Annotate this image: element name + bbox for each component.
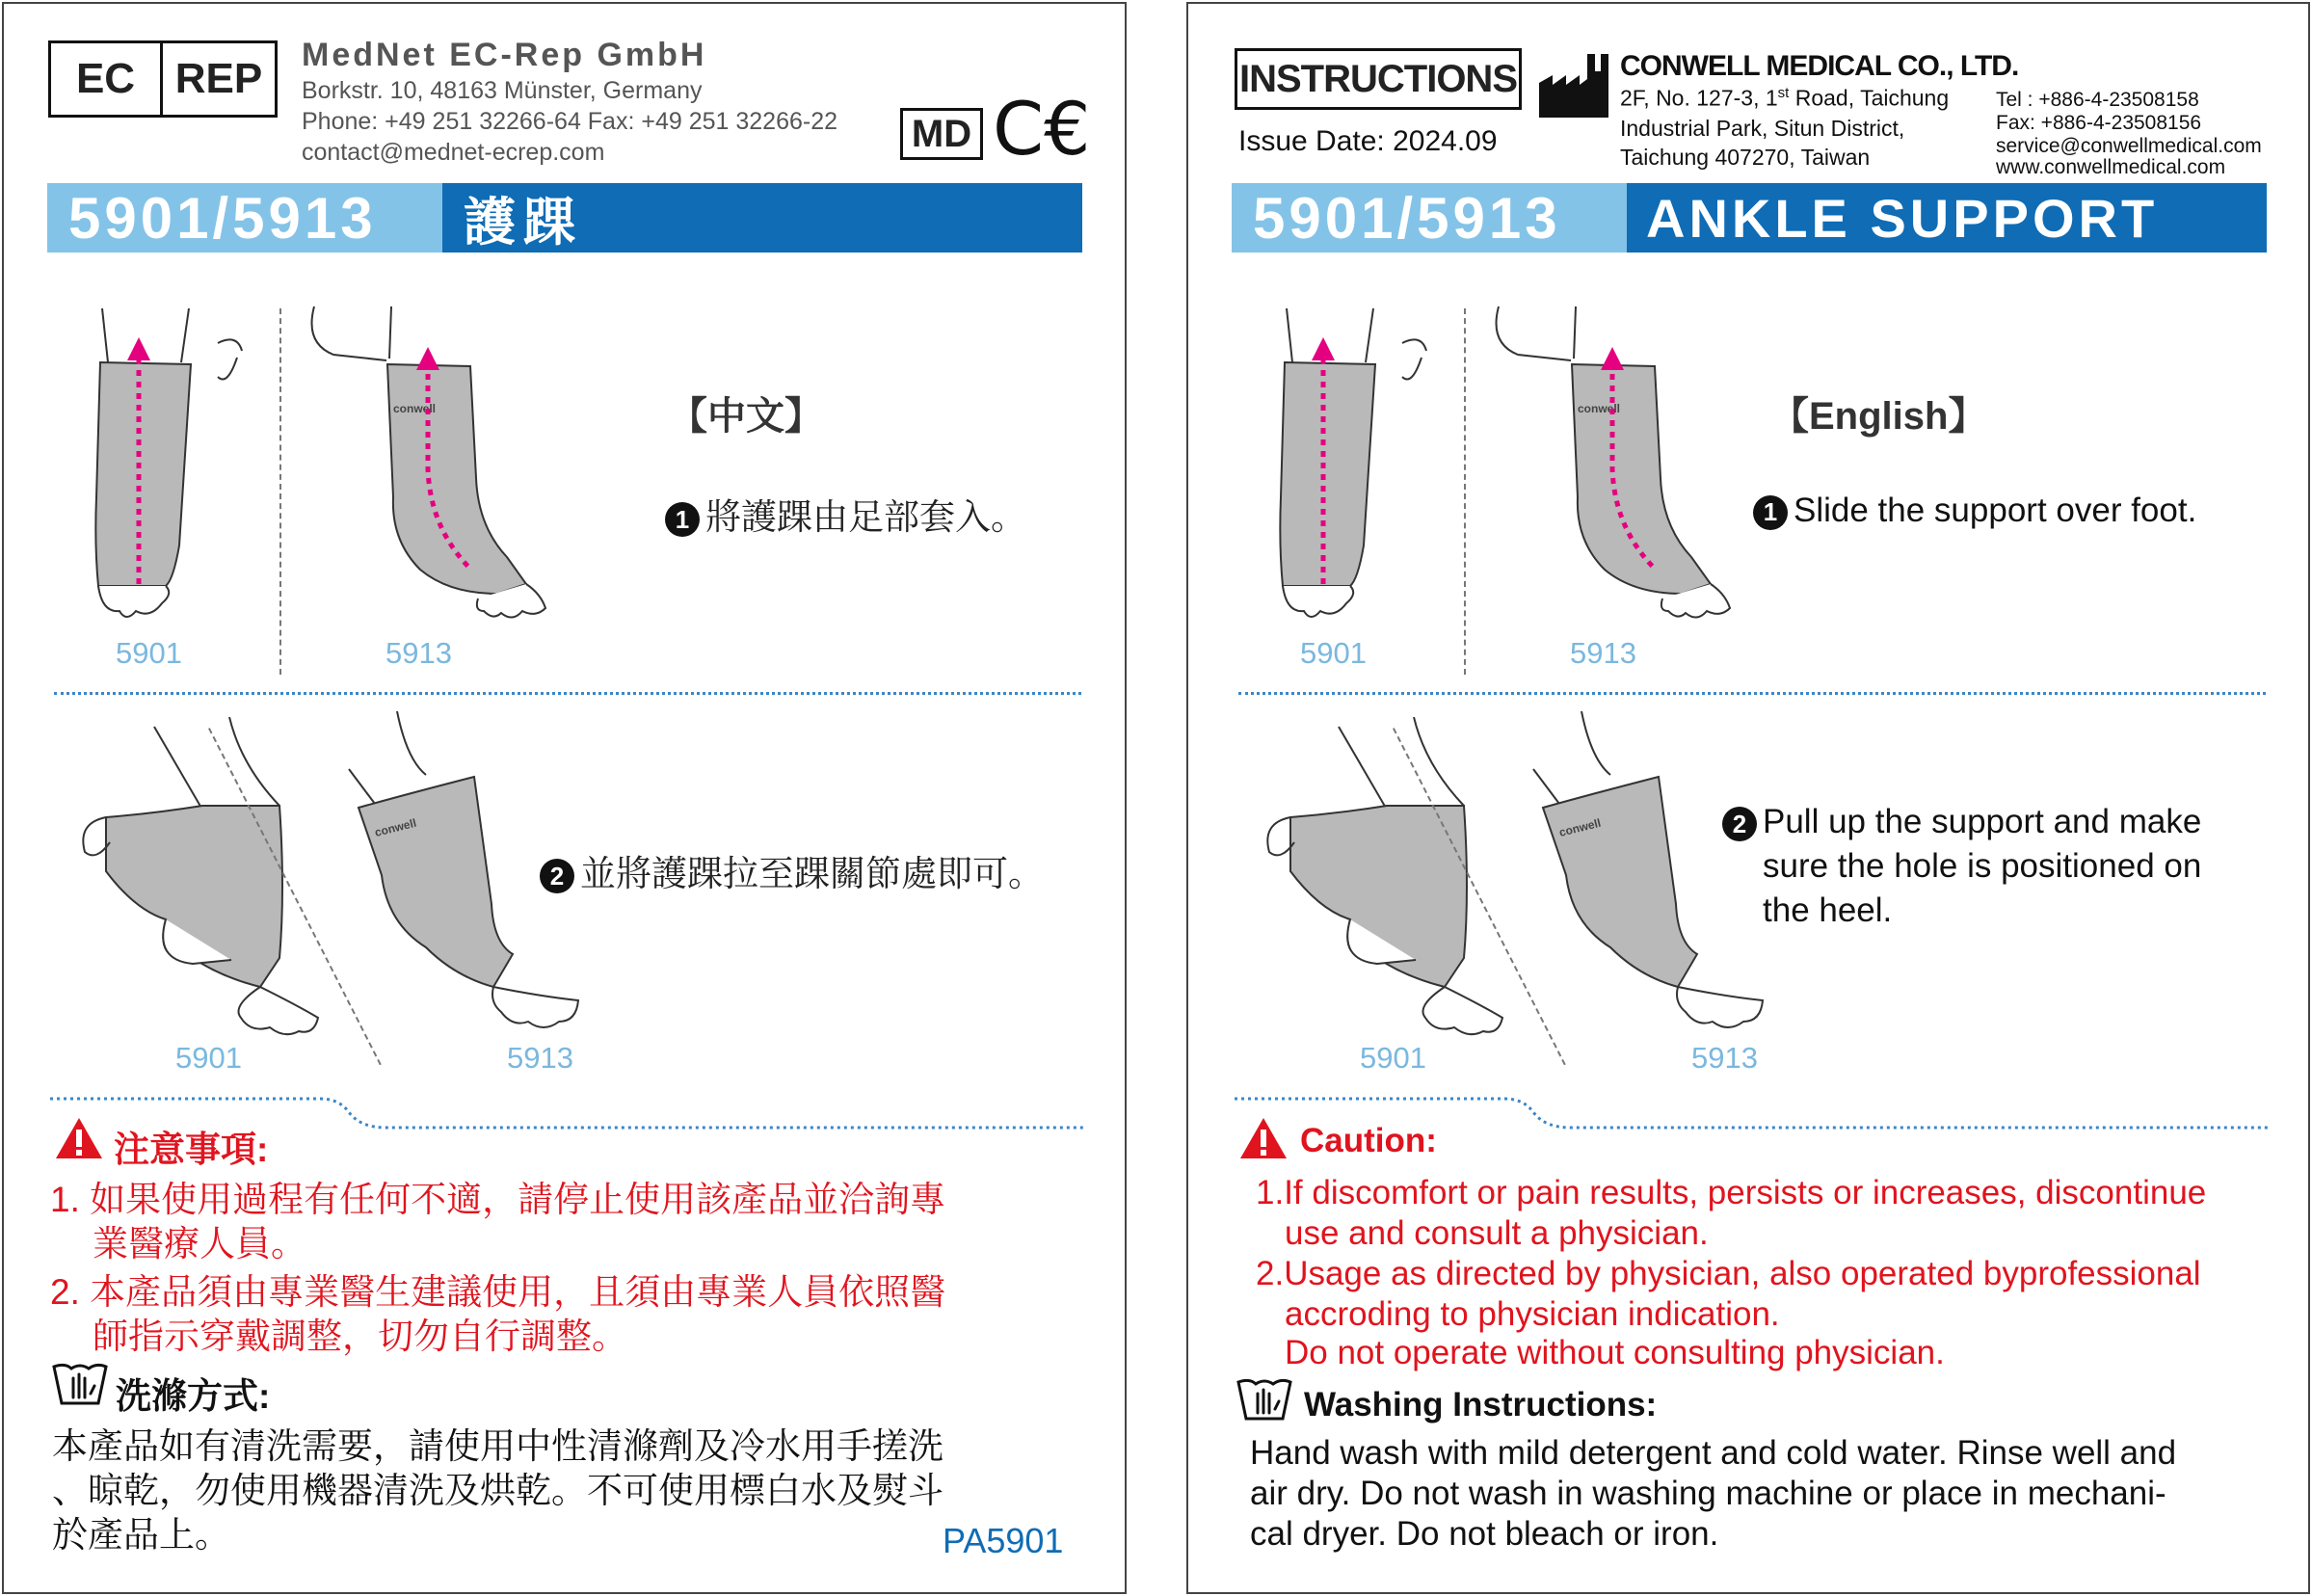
caution-item-2-line-3: Do not operate without consulting physician. bbox=[1285, 1334, 1945, 1371]
product-code: PA5901 bbox=[943, 1521, 1064, 1560]
ec-rep-company-name: MedNet EC-Rep GmbH bbox=[302, 37, 707, 73]
ec-rep-box bbox=[48, 40, 278, 118]
pull-arrow-icon bbox=[127, 337, 150, 360]
md-mark: MD bbox=[900, 108, 983, 160]
figure-5901-step2 bbox=[1262, 717, 1531, 1045]
washing-line-2: 、晾乾，勿使用機器清洗及烘乾。不可使用標白水及熨斗 bbox=[52, 1471, 943, 1510]
washing-title: 洗滌方式: bbox=[116, 1376, 271, 1416]
caution-item-1-line-1: 1.If discomfort or pain results, persists or increases, discontinue bbox=[1256, 1174, 2207, 1211]
figure-label-5901-a: 5901 bbox=[116, 636, 182, 670]
caution-item-2-line-1: 2. 本產品須由專業醫生建議使用，且須由專業人員依照醫 bbox=[50, 1272, 946, 1312]
model-number: 5901/5913 bbox=[68, 185, 377, 251]
caution-item-2-line-1: 2.Usage as directed by physician, also operated byprofessional bbox=[1256, 1255, 2201, 1292]
hand-outline bbox=[1497, 306, 1577, 360]
hand-outline bbox=[312, 306, 392, 360]
product-logo: conwell bbox=[393, 402, 437, 415]
vertical-divider bbox=[1464, 308, 1466, 675]
figure-label-5913-a: 5913 bbox=[1570, 636, 1636, 670]
model-number-bar bbox=[1232, 183, 1627, 253]
toes bbox=[239, 987, 319, 1034]
leg-outline bbox=[154, 717, 279, 810]
toes bbox=[98, 586, 169, 617]
pull-arrow-icon bbox=[1312, 337, 1335, 360]
leg-outline bbox=[1339, 717, 1464, 810]
hand-wash-icon bbox=[1236, 1376, 1292, 1423]
figure-label-5913-a: 5913 bbox=[385, 636, 452, 670]
step-1 bbox=[665, 488, 1026, 540]
step-number-2: 2 bbox=[1722, 807, 1757, 841]
toes bbox=[1677, 987, 1763, 1027]
manufacturer-fax: Fax: +886-4-23508156 bbox=[1996, 112, 2202, 134]
ce-mark: C€ bbox=[993, 86, 1091, 172]
warning-triangle-icon bbox=[1238, 1116, 1289, 1160]
step-2-line-2: sure the hole is positioned on bbox=[1763, 847, 2202, 885]
manufacturer-icon bbox=[1539, 52, 1608, 118]
manufacturer-website: www.conwellmedical.com bbox=[1996, 156, 2226, 178]
washing-line-1: Hand wash with mild detergent and cold water. Rinse well and bbox=[1250, 1434, 2177, 1472]
product-title: ANKLE SUPPORT bbox=[1646, 187, 2159, 249]
toes bbox=[1423, 987, 1503, 1034]
washing-line-3: cal dryer. Do not bleach or iron. bbox=[1250, 1515, 1719, 1553]
ankle-support-sleeve bbox=[1543, 777, 1697, 987]
product-logo: conwell bbox=[1557, 815, 1603, 839]
figure-5901-step1 bbox=[1258, 305, 1441, 623]
warning-triangle-icon bbox=[54, 1116, 104, 1160]
manufacturer-address-line-3: Taichung 407270, Taiwan bbox=[1620, 145, 1871, 170]
product-logo: conwell bbox=[373, 815, 418, 839]
washing-line-3: 於產品上。 bbox=[52, 1515, 230, 1555]
address-part-1: 2F, No. 127-3, 1 bbox=[1620, 85, 1778, 111]
language-label: 【中文】 bbox=[669, 395, 823, 438]
manufacturer-address-line-1 bbox=[1620, 85, 1949, 112]
washing-line-1: 本產品如有清洗需要，請使用中性清滌劑及冷水用手搓洗 bbox=[52, 1426, 943, 1466]
step-2 bbox=[1722, 800, 2201, 933]
english-instructions-panel bbox=[1186, 2, 2310, 1594]
step-number-2: 2 bbox=[540, 859, 574, 893]
hand-wash-icon bbox=[52, 1361, 108, 1407]
figure-label-5913-b: 5913 bbox=[1691, 1041, 1758, 1075]
figure-5913-step1 bbox=[1489, 305, 1749, 623]
ankle-support-sleeve bbox=[387, 364, 526, 594]
ec-rep-address: Borkstr. 10, 48163 Münster, Germany bbox=[302, 77, 703, 104]
step-1-text: 將護踝由足部套入。 bbox=[705, 497, 1026, 537]
caution-item-1-line-2: 業醫療人員。 bbox=[93, 1224, 306, 1264]
step-number-1: 1 bbox=[665, 502, 700, 537]
language-label: 【English】 bbox=[1770, 395, 1987, 438]
ec-rep-email: contact@mednet-ecrep.com bbox=[302, 139, 605, 166]
step-2-text: 並將護踝拉至踝關節處即可。 bbox=[580, 854, 1044, 893]
model-number: 5901/5913 bbox=[1253, 185, 1561, 251]
figure-5901-step1 bbox=[73, 305, 256, 623]
issue-date: Issue Date: 2024.09 bbox=[1238, 125, 1498, 157]
caution-item-2-line-2: 師指示穿戴調整，切勿自行調整。 bbox=[93, 1317, 627, 1356]
address-superscript: st bbox=[1777, 85, 1790, 101]
ankle-support-sleeve bbox=[1280, 362, 1375, 586]
ec-label: EC bbox=[51, 43, 163, 115]
section-divider bbox=[1238, 692, 2266, 695]
ankle-support-sleeve bbox=[359, 777, 513, 987]
step-1-text: Slide the support over foot. bbox=[1794, 492, 2197, 529]
step-2-line-3: the heel. bbox=[1763, 891, 1893, 929]
rep-label: REP bbox=[174, 55, 263, 102]
manufacturer-tel: Tel : +886-4-23508158 bbox=[1996, 89, 2199, 111]
chinese-instructions-panel bbox=[2, 2, 1127, 1594]
figure-5901-step2 bbox=[77, 717, 347, 1045]
toes bbox=[1283, 586, 1353, 617]
product-logo: conwell bbox=[1578, 402, 1621, 415]
model-number-bar bbox=[47, 183, 442, 253]
figure-label-5901-b: 5901 bbox=[175, 1041, 242, 1075]
ec-rep-phone: Phone: +49 251 32266-64 Fax: +49 251 32266-22 bbox=[302, 108, 838, 135]
toes bbox=[492, 987, 578, 1027]
instructions-label: INSTRUCTIONS bbox=[1235, 48, 1522, 110]
manufacturer-address-line-2: Industrial Park, Situn District, bbox=[1620, 116, 1905, 141]
product-title: 護踝 bbox=[464, 193, 583, 252]
manufacturer-name: CONWELL MEDICAL CO., LTD. bbox=[1620, 50, 2019, 82]
figure-label-5901-a: 5901 bbox=[1300, 636, 1367, 670]
ankle-support-sleeve bbox=[1572, 364, 1711, 594]
figure-label-5913-b: 5913 bbox=[507, 1041, 573, 1075]
step-number-1: 1 bbox=[1753, 495, 1788, 530]
washing-title: Washing Instructions: bbox=[1304, 1386, 1658, 1423]
caution-item-1-line-1: 1. 如果使用過程有任何不適，請停止使用該產品並洽詢專 bbox=[50, 1180, 946, 1219]
section-divider bbox=[54, 692, 1081, 695]
step-2-line-1: Pull up the support and make bbox=[1763, 803, 2202, 840]
address-part-2: Road, Taichung bbox=[1789, 85, 1950, 111]
caution-item-1-line-2: use and consult a physician. bbox=[1285, 1214, 1709, 1252]
step-2 bbox=[540, 844, 1044, 896]
vertical-divider bbox=[279, 308, 281, 675]
caution-title: 注意事項: bbox=[114, 1130, 269, 1169]
pull-arrow-icon bbox=[416, 347, 439, 370]
product-title-bar bbox=[442, 183, 1082, 253]
ankle-support-sleeve bbox=[95, 362, 191, 586]
step-1 bbox=[1753, 492, 2196, 530]
figure-5913-step1 bbox=[305, 305, 565, 623]
caution-title: Caution: bbox=[1300, 1122, 1437, 1159]
caution-item-2-line-2: accroding to physician indication. bbox=[1285, 1295, 1780, 1333]
pull-arrow-icon bbox=[1601, 347, 1624, 370]
manufacturer-email: service@conwellmedical.com bbox=[1996, 135, 2262, 157]
figure-label-5901-b: 5901 bbox=[1360, 1041, 1426, 1075]
product-title-bar bbox=[1627, 183, 2267, 253]
washing-line-2: air dry. Do not wash in washing machine or place in mechani- bbox=[1250, 1475, 2166, 1512]
